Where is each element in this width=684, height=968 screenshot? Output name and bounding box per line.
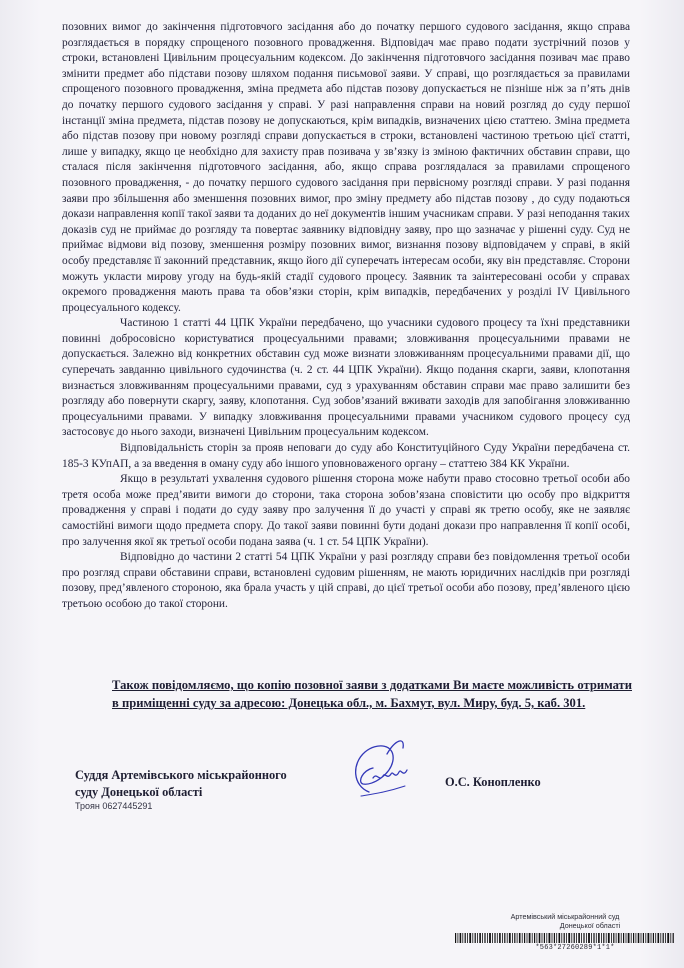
judge-phone: Троян 0627445291 <box>75 801 153 811</box>
judge-title-line1: Суддя Артемівського міськрайонного <box>75 768 287 782</box>
paragraph-1: позовних вимог до закінчення підготовчого засідання або до початку першого судового засідання, якщо справа розглядається в порядку спрощеного позовного провадження. Відповідач має право подати зустрічний позов у строки, встановлені Цивільним процесуальним кодексом. До закінчення підготовчого засідання позивач має право змінити предмет або підстави позову шляхом подання письмової заяви. У справі, що розглядається за правилами спрощеного позовного провадження, зміна предмета або підстав позову допускається не пізніше ніж за п’ять днів до початку першого судового засідання у справі. У разі направлення справи на новий розгляд до суду першої інстанції зміна предмета, підстав позову не допускаються, крім випадків, визначених цією статтею. Зміна предмета або підстав позову при новому розгляді справи допускається в строки, встановлені частиною третьою цієї статті, лише у випадку, якщо це необхідно для захисту прав позивача у зв’язку із зміною фактичних обставин справи, що сталася після закінчення підготовчого засідання, або, якщо справа розглядалася за правилами спрощеного позовного провадження, - до початку першого судового засідання при первісному розгляді справи. У разі подання заяви про збільшення або зменшення позовних вимог, про зміну предмету або підстав позову , до суду подаються докази направлення копії такої заяви та доданих до неї документів іншим учасникам справи. У разі неподання таких доказів суд не приймає до розгляду та повертає заявнику відповідну заяву, про що зазначає у рішенні суду. Суд не приймає відмови від позову, зменшення розміру позовних вимог, визнання позову відповідачем у справі, в якій особу представляє її законний представник, якщо його дії суперечать інтересам особи, яку він представляє. Сторони можуть укласти мирову угоду на будь-якій стадії судового процесу. Заявник та заінтересовані особи у справах окремого провадження мають права та обов’язки сторін, крім випадків, передбачених у розділі IV Цивільного процесуального кодексу. <box>62 21 630 314</box>
signature-icon <box>343 734 423 810</box>
notice-paragraph: Також повідомляємо, що копію позовної заяви з додатками Ви маєте можливість отримати в приміщенні суду за адресою: Донецька обл., м. Бахмут, вул. Миру, буд. 5, каб. 301. <box>112 678 632 710</box>
paragraph-4: Якщо в результаті ухвалення судового рішення сторона може набути право стосовно третьої особи або третя особа може пред’явити вимоги до сторони, така сторона зобов’язана сповістити цю особу про відкриття провадження у справі і подати до суду заяву про залучення її до участі у справі як третю особу, яке не заявляє самостійні вимоги щодо предмета спору. До такої заяви повинні бути додані докази про направлення її копії особі, про залучення якої як третьої особи подана заява (ч. 1 ст. 54 ЦПК України). <box>62 473 630 548</box>
judge-name: О.С. Конопленко <box>445 775 541 789</box>
judge-title-line2: суду Донецької області <box>75 785 203 799</box>
court-stamp-line1: Артемівський міськрайонний суд <box>510 912 620 921</box>
paragraph-2: Частиною 1 статті 44 ЦПК України передбачено, що учасники судового процесу та їхні представники повинні добросовісно користуватися процесуальними правами; зловживання процесуальними правами не допускається. Залежно від конкретних обставин суд може визнати зловживанням процесуальними правами дії, що суперечать завданню цивільного судочинства (ч. 2 ст. 44 ЦПК України). Якщо подання скарги, заяви, клопотання визнається зловживанням процесуальними правами, суд з урахуванням обставин справи має право залишити без розгляду або повернути скаргу, заяву, клопотання. Суд зобов’язаний вживати заходів для запобігання зловживанню процесуальними правами. У випадку зловживання процесуальними правами учасником судового процесу суд застосовує до нього заходи, визначені Цивільним процесуальним кодексом. <box>62 317 630 439</box>
paragraph-3: Відповідальність сторін за прояв неповаги до суду або Конституційного Суду України передбачена ст. 185-3 КУпАП, а за введення в оману суду або іншого уповноваженого органу – статтею 384 КК України. <box>62 442 630 470</box>
judge-title <box>75 767 335 801</box>
court-stamp <box>470 912 660 930</box>
barcode-number: *563*27260289*1*1* <box>535 944 615 952</box>
letter-body <box>62 20 630 613</box>
barcode-icon <box>455 933 675 943</box>
court-stamp-line2: Донецької області <box>559 921 621 931</box>
paragraph-5: Відповідно до частини 2 статті 54 ЦПК України у разі розгляду справи без повідомлення третьої особи про розгляд справи обставини справи, встановлені судовим рішенням, не мають юридичних наслідків при розгляді позову, пред’явленого стороною, яка брала участь у цій справі, до цієї третьої особи або позову, пред’явленого цією третьою особою до такої сторони. <box>62 551 630 610</box>
